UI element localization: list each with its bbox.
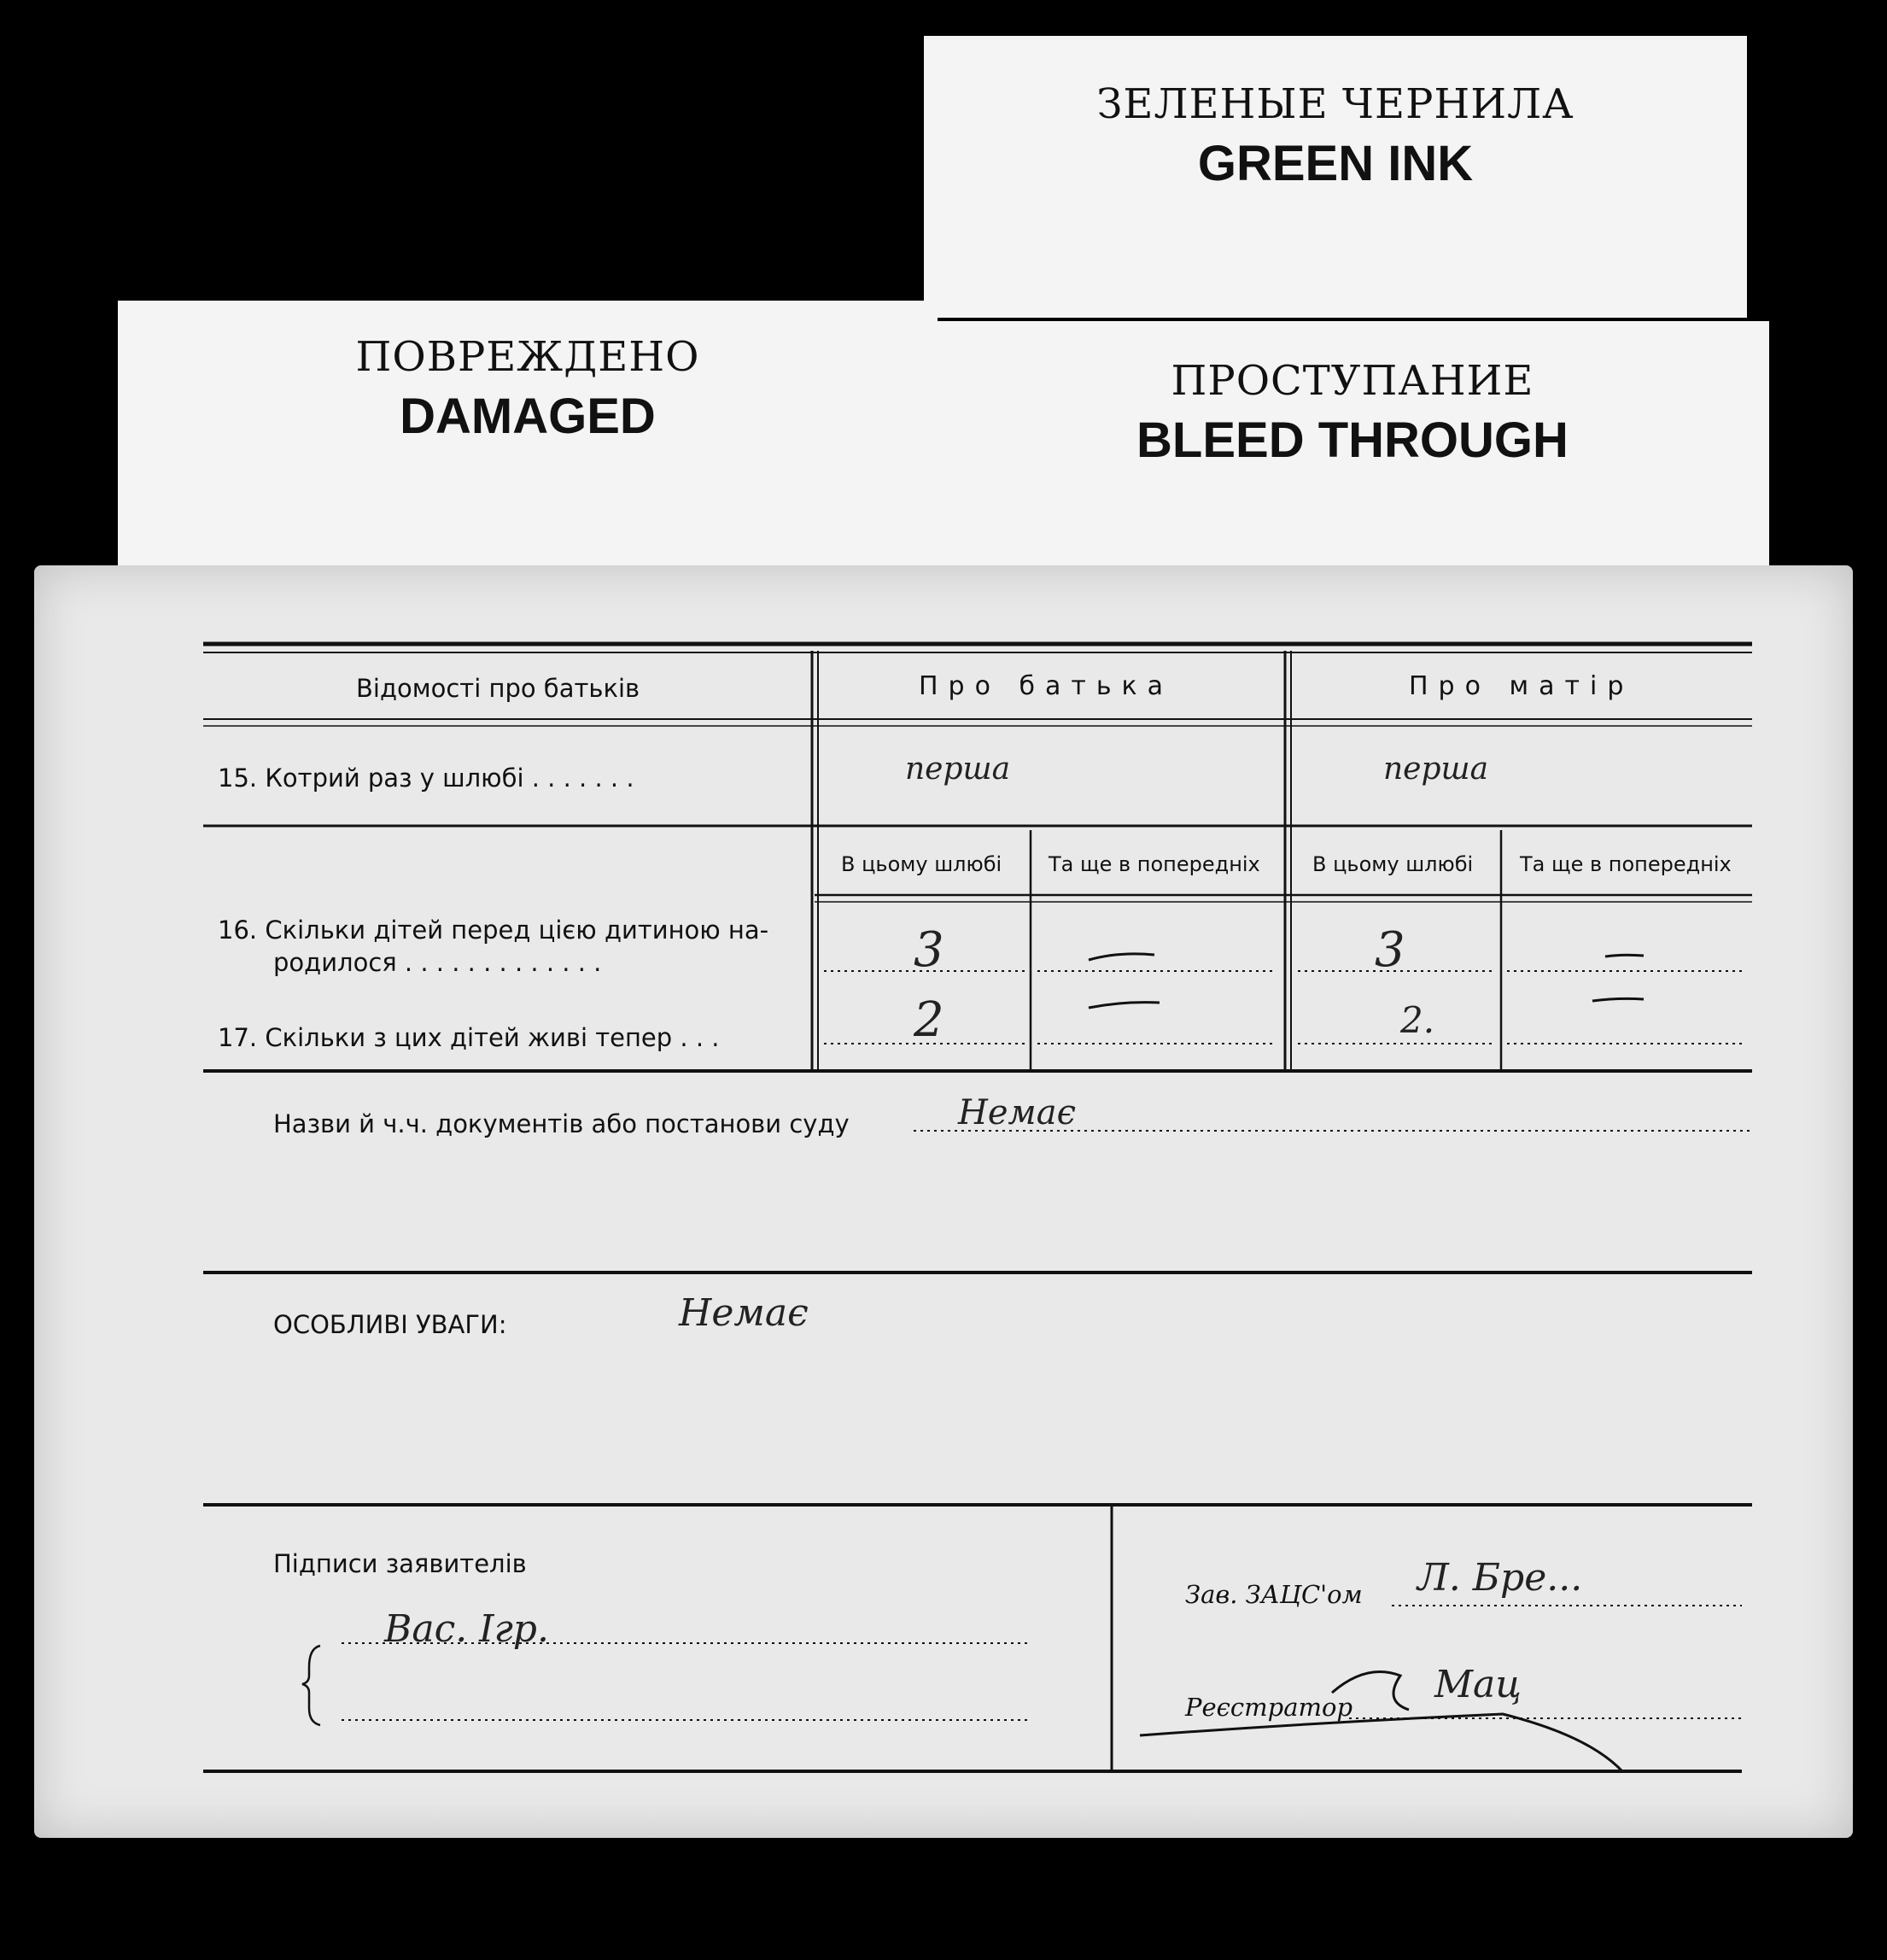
row-16-label-line1: 16. Скільки дітей перед цією дитиною на- [218, 916, 769, 945]
registrar-signature: Мац [1434, 1663, 1522, 1706]
row-16-label-line2: родилося . . . . . . . . . . . . . [273, 948, 602, 977]
head-of-registry-signature: Л. Бре... [1417, 1556, 1583, 1600]
column-header-mother: Про матір [1409, 671, 1634, 701]
documents-label: Назви й ч.ч. документів або постанови суду [273, 1109, 850, 1138]
row-15-father-value: перша [905, 752, 1011, 787]
row-16-mother-current: 3 [1375, 922, 1405, 978]
special-notes-label: ОСОБЛИВІ УВАГИ: [273, 1310, 507, 1339]
row-17-father-current: 2 [914, 992, 944, 1048]
damaged-label-card [118, 301, 938, 591]
registration-form-page [34, 565, 1853, 1838]
column-header-father: Про батька [919, 671, 1174, 701]
green-ink-label-card [924, 36, 1747, 318]
subheader-mother-current: В цьому шлюбі [1312, 852, 1474, 876]
row-17-label: 17. Скільки з цих дітей живі тепер . . . [218, 1023, 720, 1052]
subheader-mother-previous: Та ще в попередніх [1520, 852, 1732, 876]
head-of-registry-label: Зав. ЗАЦС'ом [1185, 1580, 1363, 1609]
subheader-father-previous: Та ще в попередніх [1049, 852, 1260, 876]
special-notes-value: Немає [679, 1291, 809, 1335]
applicant-signatures-label: Підписи заявителів [273, 1549, 527, 1578]
subheader-father-current: В цьому шлюбі [841, 852, 1002, 876]
green-ink-label-en: GREEN INK [1197, 136, 1474, 191]
applicant-signatures-value: Вас. Ігр. [384, 1607, 549, 1651]
bleed-through-label-card [936, 321, 1769, 577]
row-15-mother-value: перша [1383, 752, 1489, 787]
bleed-through-label-ru: ПРОСТУПАНИЕ [1171, 357, 1534, 405]
row-15-label: 15. Котрий раз у шлюбі . . . . . . . [218, 764, 634, 793]
column-header-parents-info: Відомості про батьків [356, 674, 640, 703]
damaged-label-ru: ПОВРЕЖДЕНО [355, 333, 700, 381]
green-ink-label-ru: ЗЕЛЕНЫЕ ЧЕРНИЛА [1096, 80, 1574, 128]
row-16-father-current: 3 [914, 922, 944, 978]
row-17-mother-current: 2. [1400, 999, 1435, 1041]
documents-value: Немає [958, 1093, 1076, 1132]
registrar-label: Реєстратор [1185, 1693, 1353, 1722]
bleed-through-label-en: BLEED THROUGH [1136, 412, 1569, 468]
damaged-label-en: DAMAGED [400, 389, 656, 444]
